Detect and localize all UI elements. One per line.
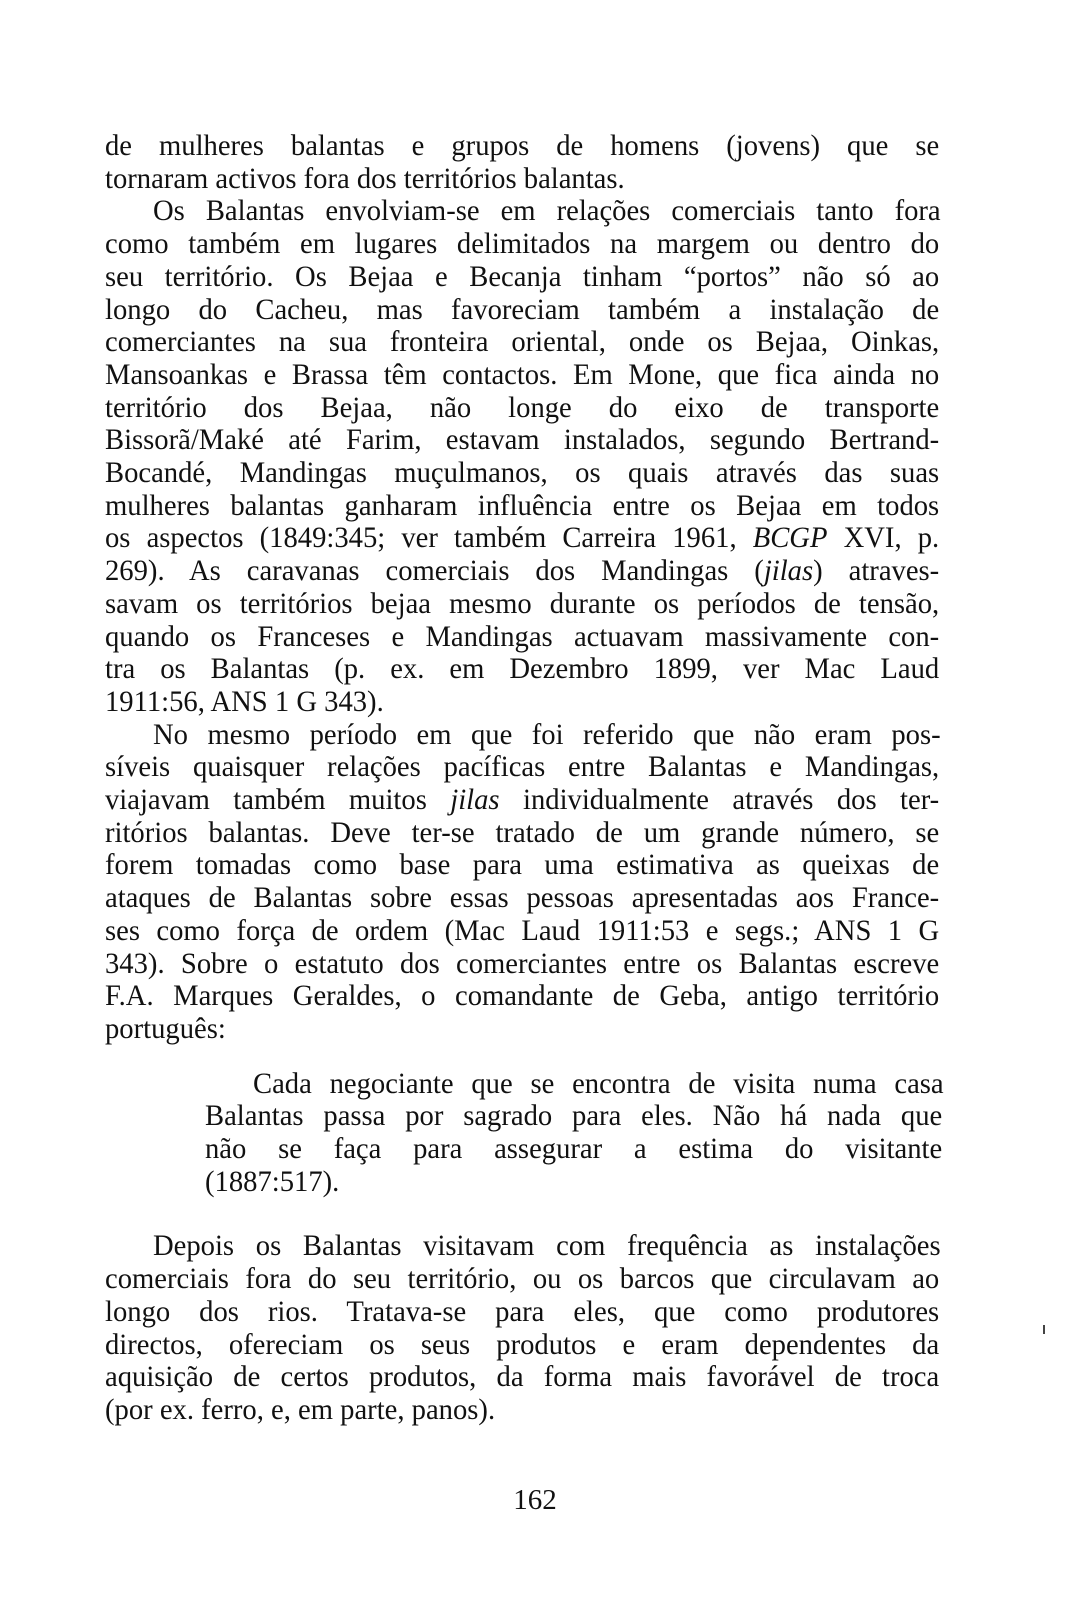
text-line — [105, 130, 939, 163]
text-segment: individualmente através dos ter- — [499, 784, 940, 816]
text-line — [105, 1013, 939, 1046]
text-segment: seu território. Os Bejaa e Becanja tinham “portos” não só ao — [105, 260, 940, 293]
text-segment: Bocandé, Mandingas muçulmanos, os quais através das suas — [105, 457, 940, 489]
italic-text: jilas — [763, 555, 814, 588]
text-segment: de mulheres balantas e grupos de homens (jovens) que se — [105, 130, 940, 162]
text-segment: tornaram activos fora dos territórios balantas. — [105, 162, 625, 195]
text-segment: mulheres balantas ganharam influência entre os Bejaa em todos — [105, 489, 940, 522]
text-segment: F.A. Marques Geraldes, o comandante de Geba, antigo território — [105, 980, 940, 1013]
text-segment: aquisição de certos produtos, da forma mais favorável de troca — [105, 1361, 940, 1394]
text-segment: 1911:56, ANS 1 G 343). — [105, 685, 384, 718]
text-line — [105, 555, 939, 588]
text-segment: território dos Bejaa, não longe do eixo de transporte — [105, 391, 940, 424]
text-line — [105, 849, 939, 882]
text-segment: Mansoankas e Brassa têm contactos. Em Mone, que fica ainda no — [105, 358, 940, 391]
text-line — [105, 588, 939, 621]
text-segment: síveis quaisquer relações pacíficas entre Balantas e Mandingas, — [105, 751, 940, 784]
text-line — [105, 751, 939, 784]
text-segment: Os Balantas envolviam-se em relações comerciais tanto fora — [153, 195, 941, 228]
text-line — [105, 882, 939, 915]
text-line — [105, 424, 939, 457]
text-line — [205, 1166, 942, 1199]
text-segment: longo dos rios. Tratava-se para eles, que como produtores — [105, 1295, 940, 1328]
text-line — [105, 1361, 939, 1394]
text-line — [105, 392, 939, 425]
text-line — [105, 686, 939, 719]
text-segment: longo do Cacheu, mas favoreciam também a instalação de — [105, 293, 940, 326]
text-line — [205, 1100, 942, 1133]
text-segment: os aspectos (1849:345; ver também Carreira 1961, — [105, 522, 753, 555]
text-line — [105, 359, 939, 392]
text-segment: ataques de Balantas sobre essas pessoas apresentadas aos France- — [105, 882, 940, 915]
text-segment: português: — [105, 1012, 226, 1045]
text-line — [105, 653, 939, 686]
text-segment: XVI, p. — [827, 522, 940, 555]
text-segment: tra os Balantas (p. ex. em Dezembro 1899, ver Mac Laud — [105, 653, 940, 686]
text-line — [105, 915, 939, 948]
text-line — [105, 261, 939, 294]
text-segment: Bissorã/Maké até Farim, estavam instalados, segundo Bertrand- — [105, 424, 940, 457]
text-segment: comerciais fora do seu território, ou os barcos que circulavam ao — [105, 1263, 940, 1296]
text-line — [105, 980, 939, 1013]
text-segment: (por ex. ferro, e, em parte, panos). — [105, 1393, 496, 1426]
text-line — [105, 522, 939, 555]
text-segment: comerciantes na sua fronteira oriental, onde os Bejaa, Oinkas, — [105, 326, 940, 359]
text-segment: Cada negociante que se encontra de visita numa casa — [253, 1067, 944, 1100]
text-line — [253, 1068, 944, 1101]
text-line — [153, 195, 941, 228]
text-line — [105, 1329, 939, 1362]
text-segment: 269). As caravanas comerciais dos Mandingas ( — [105, 555, 764, 588]
text-line — [205, 1133, 942, 1166]
scan-mark — [1043, 1325, 1045, 1334]
text-segment: (1887:517). — [205, 1165, 340, 1198]
text-line — [105, 621, 939, 654]
text-line — [105, 784, 939, 817]
italic-text: BCGP — [752, 522, 828, 555]
text-line — [105, 1296, 939, 1329]
text-line — [105, 228, 939, 261]
text-segment: viajavam também muitos — [105, 784, 451, 816]
italic-text: jilas — [450, 784, 500, 816]
text-segment: Depois os Balantas visitavam com frequência as instalações — [153, 1230, 941, 1263]
text-segment: ritórios balantas. Deve ter-se tratado de um grande número, se — [105, 816, 940, 849]
text-line — [153, 719, 941, 752]
text-segment: directos, ofereciam os seus produtos e eram dependentes da — [105, 1328, 940, 1361]
text-segment: forem tomadas como base para uma estimativa as queixas de — [105, 849, 940, 882]
text-segment: quando os Franceses e Mandingas actuavam massivamente con- — [105, 620, 940, 653]
text-line — [105, 457, 939, 490]
text-line — [105, 294, 939, 327]
page-number: 162 — [513, 1484, 557, 1516]
text-line — [105, 948, 939, 981]
text-segment: ses como força de ordem (Mac Laud 1911:53 e segs.; ANS 1 G — [105, 914, 940, 947]
text-segment: ) atraves- — [813, 555, 940, 588]
text-segment: não se faça para assegurar a estima do visitante — [205, 1133, 943, 1165]
text-segment: como também em lugares delimitados na margem ou dentro do — [105, 228, 940, 261]
text-line — [105, 490, 939, 523]
text-line — [153, 1230, 941, 1263]
text-line — [105, 163, 939, 196]
text-line — [105, 1263, 939, 1296]
text-segment: 343). Sobre o estatuto dos comerciantes entre os Balantas escreve — [105, 947, 940, 980]
text-segment: No mesmo período em que foi referido que não eram pos- — [153, 718, 941, 751]
text-segment: Balantas passa por sagrado para eles. Não há nada que — [205, 1100, 943, 1133]
text-line — [105, 1394, 939, 1427]
text-line — [105, 326, 939, 359]
text-segment: savam os territórios bejaa mesmo durante os períodos de tensão, — [105, 587, 940, 620]
text-line — [105, 817, 939, 850]
